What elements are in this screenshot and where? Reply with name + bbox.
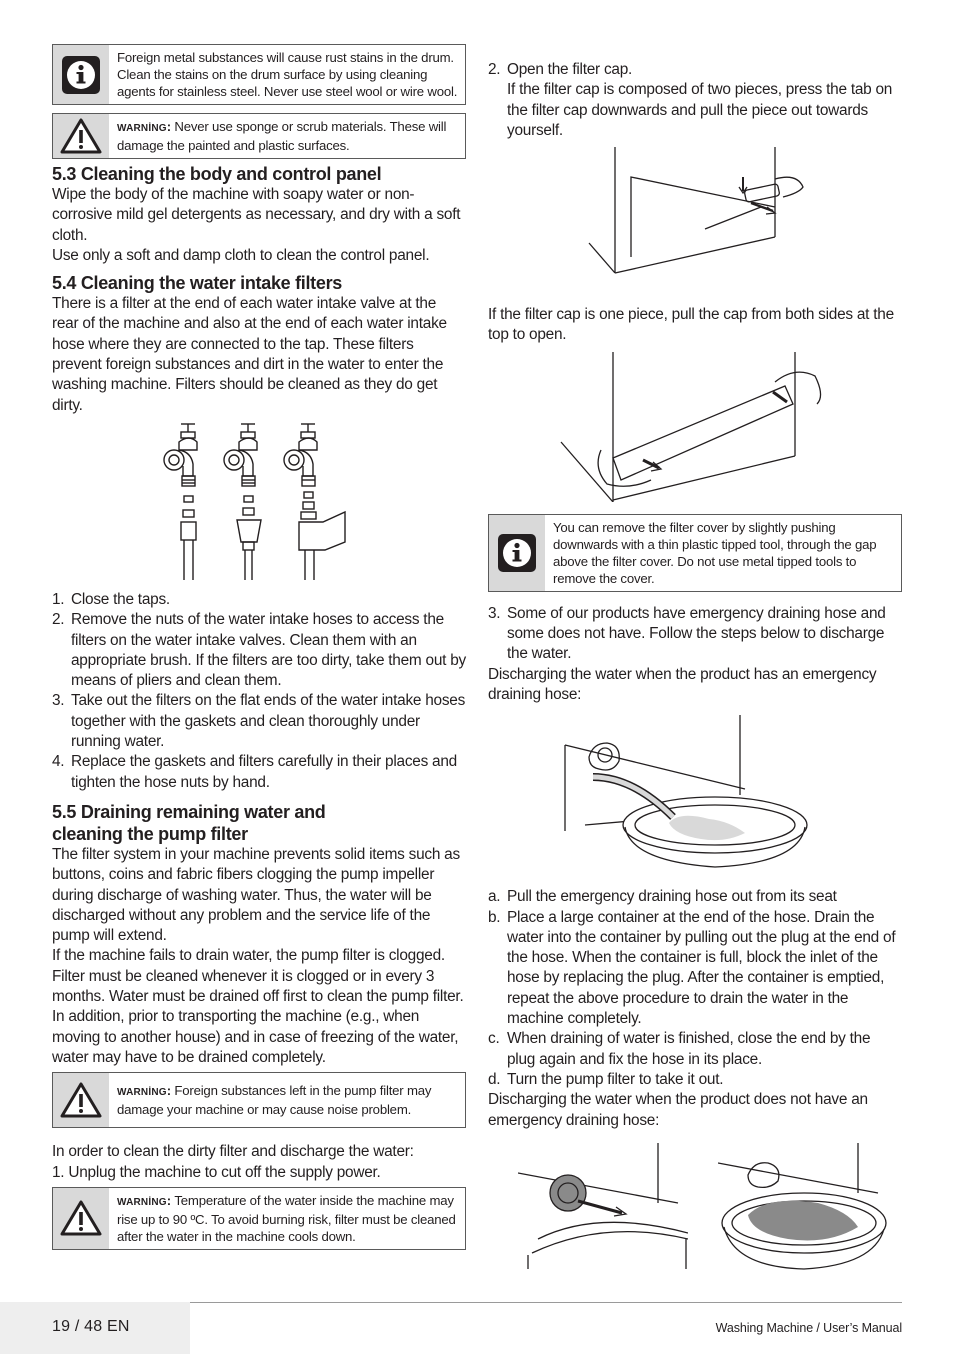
paragraph-without-hose: Discharging the water when the product does not have an emergency draining hose: [488,1091,868,1129]
warning-icon-cell [53,114,109,158]
footer-divider [190,1302,902,1303]
paragraph-one-piece: If the filter cap is one piece, pull the cap from both sides at the top to open. [488,306,894,344]
warning-box-temperature [52,1187,466,1250]
list-item: c. When draining of water is finished, close the end by the plug again and fix the hose in its place. [488,1030,871,1068]
step-3: 3. Some of our products have emergency draining hose and some does not have. Follow the steps below to discharge the water. [488,604,886,663]
warning-label: WARNİNG [117,1087,167,1099]
paragraph-5-5e: 1. Unplug the machine to cut off the supply power. [52,1163,381,1181]
pump-filter-turning-illustration [518,1143,688,1273]
paragraph-5-5c: In addition, prior to transporting the machine (e.g., when moving to another house) and in case of freezing of the water, water may have to be drained completely. [52,1008,459,1066]
water-intake-filters-illustration [159,420,359,586]
list-item: 3. Take out the filters on the flat ends of the water intake hoses together with the gaskets and clean thoroughly under running water. [52,692,466,751]
tap-2 [224,424,261,580]
heading-5-5-line1: 5.5 Draining remaining water and [52,801,326,822]
step-2: 2. Open the filter cap. If the filter cap is composed of two pieces, press the tab on the filter cap downwards and pull the piece out towards yourself. [488,61,893,139]
tap-1 [164,424,197,580]
manual-title: Washing Machine / User’s Manual [715,1321,902,1335]
paragraph-5-3a: Wipe the body of the machine with soapy water or non-corrosive mild gel detergents as necessary, and dry with a soft cloth. [52,186,461,244]
no-hose-draining-illustrations [488,1143,902,1273]
right-column [488,60,902,1273]
info-icon-cell [53,45,109,104]
info-icon [497,533,537,573]
info-box-filter-cover [488,514,902,592]
substeps-list [488,887,902,1090]
warning-triangle-icon [59,117,103,155]
paragraph-5-5b: If the machine fails to drain water, the pump filter is clogged. Filter must be cleaned whenever it is clogged or in every 3 months. Water must be drained off first to clean the pump filter. [52,947,464,1006]
warning-icon-cell [53,1073,109,1127]
warning-label: WARNİNG [117,1196,167,1208]
page-number: 19 / 48 EN [52,1318,130,1335]
warning-icon-cell [53,1188,109,1249]
warning-text: WARNİNG: Foreign substances left in the pump filter may damage your machine or may cause noise problem. [117,1083,432,1118]
heading-5-3: 5.3 Cleaning the body and control panel [52,164,382,184]
paragraph-5-5a: The filter system in your machine prevents solid items such as buttons, coins and fabric fibers clogging the pump impeller during discharge of washing water. Thus, the water will be discharged without any problem and the service life of the pump will extend. [52,845,460,945]
list-item: b. Place a large container at the end of the hose. Drain the water into the container by pulling out the plug at the end of the hose. When the container is full, block the inlet of the hose by replacing the plug. After the container is emptied, repeat the above procedure to drain the water in the machine completely. [488,908,896,1028]
paragraph-5-5d: In order to clean the dirty filter and discharge the water: [52,1143,414,1161]
emergency-hose-draining-illustration [545,715,845,873]
paragraph-with-hose: Discharging the water when the product has an emergency draining hose: [488,665,877,703]
info-text: Foreign metal substances will cause rust stains in the drum. Clean the stains on the drum surface by using cleaning agents for stainless steel. Never use steel wool or wire wool. [117,50,458,99]
tap-3 [284,424,345,580]
warning-triangle-icon [59,1199,103,1237]
container-filled-illustration [718,1143,888,1273]
info-icon-cell [489,515,545,591]
info-icon [61,55,101,95]
info-box-rust [52,44,466,105]
warning-box-sponge [52,113,466,159]
list-item: a. Pull the emergency draining hose out from its seat [488,888,837,906]
steps-5-4-list [52,590,466,793]
heading-5-4: 5.4 Cleaning the water intake filters [52,273,342,294]
list-item: 4. Replace the gaskets and filters carefully in their places and tighten the hose nuts by hand. [52,753,457,791]
paragraph-5-4: There is a filter at the end of each water intake valve at the rear of the machine and also at the end of each water intake hose where they are connected to the tap. These filters prevent foreign substances and dirt in the water to enter the washing machine. Filters should be cleaned as they do get dirty. [52,295,447,414]
list-item: 2. Remove the nuts of the water intake hoses to access the filters on the water intake valves. Clean them with an appropriate brush. If the filters are too dirty, take them out by means of pliers and clean them. [52,611,466,690]
list-item: d. Turn the pump filter to take it out. [488,1070,724,1088]
info-text: You can remove the filter cover by slightly pushing downwards with a thin plastic tipped tool, through the gap above the filter cover. Do not use metal tipped tools to remove the cover. [553,519,877,586]
warning-box-foreign-substances [52,1072,466,1128]
warning-label: WARNİNG [117,123,167,134]
list-item: 1. Close the taps. [52,590,170,608]
one-piece-filter-cap-illustration [555,352,835,502]
left-column [52,44,466,1258]
two-piece-filter-cap-illustration [575,147,815,295]
warning-triangle-icon [59,1081,103,1119]
warning-text: WARNİNG: Temperature of the water inside the machine may rise up to 90 ºC. To avoid burning risk, filter must be cleaned after the water in the machine cools down. [117,1192,456,1244]
warning-text: WARNİNG: Never use sponge or scrub materials. These will damage the painted and plastic surfaces. [117,119,447,153]
heading-5-5-line2: cleaning the pump filter [52,823,248,844]
paragraph-5-3b: Use only a soft and damp cloth to clean the control panel. [52,246,430,264]
